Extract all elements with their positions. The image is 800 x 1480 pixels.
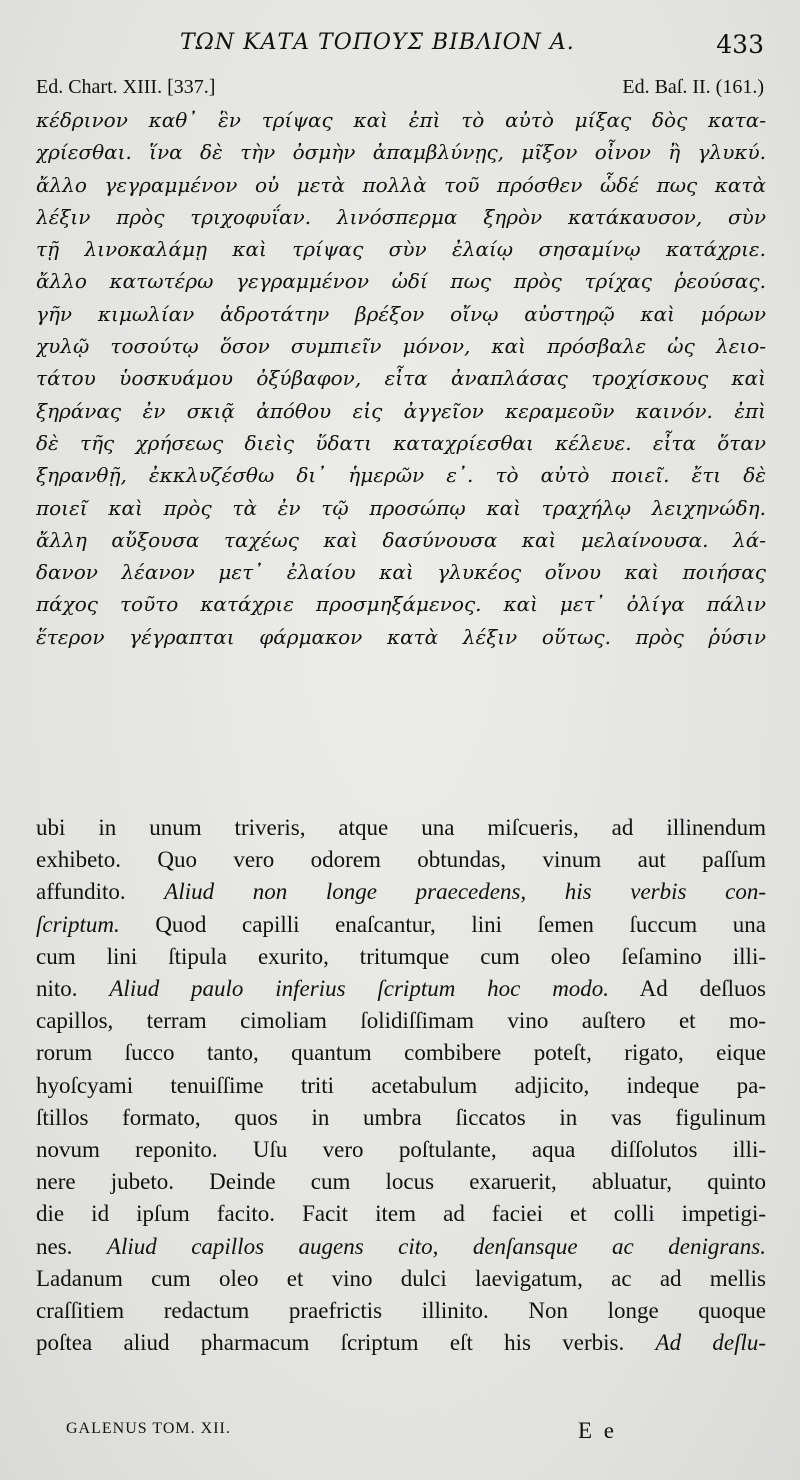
greek-text-block xyxy=(36,104,766,653)
greek-line: ἄλλο γεγραμμένον οὐ μετὰ πολλὰ τοῦ πρόσθεν ὧδέ πως κατὰ xyxy=(36,172,766,197)
latin-line xyxy=(36,1102,766,1134)
text-run: ſtillos formato, quos in umbra ſiccatos in vas figulinum xyxy=(36,1104,766,1130)
latin-line xyxy=(36,909,766,941)
text-run: poſtea aliud pharmacum ſcriptum eſt his verbis. xyxy=(36,1330,656,1356)
running-title: ΤΩΝ ΚΑΤΑ ΤΟΠΟΥΣ ΒΙΒΛΙΟΝ Α. xyxy=(180,30,575,55)
latin-line xyxy=(36,1134,766,1166)
text-run: affundito. xyxy=(36,879,165,905)
italic-run: ſcriptum. xyxy=(36,911,120,937)
latin-line xyxy=(36,876,766,908)
greek-line: δανον λέανον μετ᾽ ἐλαίου καὶ γλυκέος οἴνου καὶ ποιήσας xyxy=(36,560,766,585)
greek-line: δὲ τῆς χρήσεως διεὶς ὕδατι καταχρίεσθαι κέλευε. εἶτα ὅταν xyxy=(36,430,766,455)
latin-line xyxy=(36,1327,766,1359)
greek-line: λέξιν πρὸς τριχοφυΐαν. λινόσπερμα ξηρὸν κατάκαυσον, σὺν xyxy=(36,204,766,229)
text-run: ubi in unum triveris, atque una miſcueris, ad illinendum xyxy=(36,815,766,840)
latin-line xyxy=(36,844,766,876)
text-run: nere jubeto. Deinde cum locus exaruerit, abluatur, quinto xyxy=(36,1169,766,1195)
latin-line xyxy=(36,1231,766,1263)
greek-line: ξηρανθῇ, ἐκκλυζέσθω δι᾽ ἡμερῶν ε᾽. τὸ αὐτὸ ποιεῖ. ἔτι δὲ xyxy=(36,463,766,488)
edition-reference-left: Ed. Chart. XIII. [337.] xyxy=(36,76,216,98)
greek-line: ἄλλη αὔξουσα ταχέως καὶ δασύνουσα καὶ μελαίνουσα. λά- xyxy=(36,527,766,552)
latin-line xyxy=(36,941,766,973)
greek-line: γῆν κιμωλίαν ἁδροτάτην βρέξον οἴνῳ αὐστηρῷ καὶ μόρων xyxy=(36,301,766,326)
latin-line xyxy=(36,973,766,1005)
text-run: nes. xyxy=(36,1233,107,1259)
latin-text-block xyxy=(36,812,766,1359)
page-number: 433 xyxy=(716,30,764,59)
signature-line: GALENUS TOM. XII. xyxy=(66,1420,231,1437)
latin-line xyxy=(36,1166,766,1198)
greek-line: πάχος τοῦτο κατάχριε προσμηξάμενος. καὶ μετ᾽ ὀλίγα πάλιν xyxy=(36,592,766,617)
latin-line xyxy=(36,1295,766,1327)
text-run: Ad deſluos xyxy=(609,976,766,1002)
latin-line xyxy=(36,1198,766,1230)
greek-line: τάτου ὑοσκυάμου ὀξύβαφον, εἶτα ἀναπλάσας τροχίσκους καὶ xyxy=(36,366,766,391)
text-run: rorum ſucco tanto, quantum combibere poteſt, rigato, eique xyxy=(36,1040,766,1066)
text-run: Ladanum cum oleo et vino dulci laevigatum, ac ad mellis xyxy=(36,1265,766,1291)
edition-reference-right: Ed. Baſ. II. (161.) xyxy=(622,76,764,98)
text-run: novum reponito. Uſu vero poſtulante, aqua diſſolutos illi- xyxy=(36,1137,766,1163)
text-run: craſſitiem redactum praefrictis illinito. Non longe quoque xyxy=(36,1298,766,1324)
greek-line: ἕτερον γέγραπται φάρμακον κατὰ λέξιν οὕτως. πρὸς ῥύσιν xyxy=(36,624,766,649)
greek-line: ποιεῖ καὶ πρὸς τὰ ἐν τῷ προσώπῳ καὶ τραχήλῳ λειχηνώδη. xyxy=(36,495,766,520)
gathering-mark: E e xyxy=(578,1418,618,1443)
greek-line: ξηράνας ἐν σκιᾷ ἀπόθου εἰς ἀγγεῖον κεραμεοῦν καινόν. ἐπὶ xyxy=(36,398,766,423)
italic-run: Ad deſlu- xyxy=(655,1330,766,1356)
text-run: exhibeto. Quo vero odorem obtundas, vinum aut paſſum xyxy=(36,847,766,873)
text-run: cum lini ſtipula exurito, tritumque cum oleo ſeſamino illi- xyxy=(36,943,766,969)
latin-line xyxy=(36,1263,766,1295)
text-run: hyoſcyami tenuiſſime triti acetabulum adjicito, indeque pa- xyxy=(36,1072,766,1098)
latin-line xyxy=(36,1005,766,1037)
greek-line: τῇ λινοκαλάμῃ καὶ τρίψας σὺν ἐλαίῳ σησαμίνῳ κατάχριε. xyxy=(36,237,766,262)
text-run: Quod capilli enaſcantur, lini ſemen ſuccum una xyxy=(119,911,766,937)
greek-line: χυλῷ τοσούτῳ ὅσον συμπιεῖν μόνον, καὶ πρόσβαλε ὡς λειο- xyxy=(36,334,766,359)
italic-run: Aliud capillos augens cito, denſansque ac denigrans. xyxy=(106,1233,766,1259)
greek-line: χρίεσθαι. ἵνα δὲ τὴν ὀσμὴν ἀπαμβλύνῃς, μῖξον οἶνον ἢ γλυκύ. xyxy=(36,140,766,165)
italic-run: Aliud non longe praecedens, his verbis con- xyxy=(164,879,766,905)
text-run: die id ipſum facito. Facit item ad faciei et colli impetigi- xyxy=(36,1201,766,1227)
latin-line xyxy=(36,1037,766,1069)
latin-line xyxy=(36,1070,766,1102)
latin-line xyxy=(36,812,766,844)
text-run: capillos, terram cimoliam ſolidiſſimam vino auſtero et mo- xyxy=(36,1008,766,1034)
italic-run: Aliud paulo inferius ſcriptum hoc modo. xyxy=(109,976,610,1002)
greek-line: κέδρινον καθ᾽ ἓν τρίψας καὶ ἐπὶ τὸ αὐτὸ μίξας δὸς κατα- xyxy=(36,108,766,132)
text-run: nito. xyxy=(36,976,110,1002)
greek-line: ἄλλο κατωτέρω γεγραμμένον ὡδί πως πρὸς τρίχας ῥεούσας. xyxy=(36,269,766,294)
